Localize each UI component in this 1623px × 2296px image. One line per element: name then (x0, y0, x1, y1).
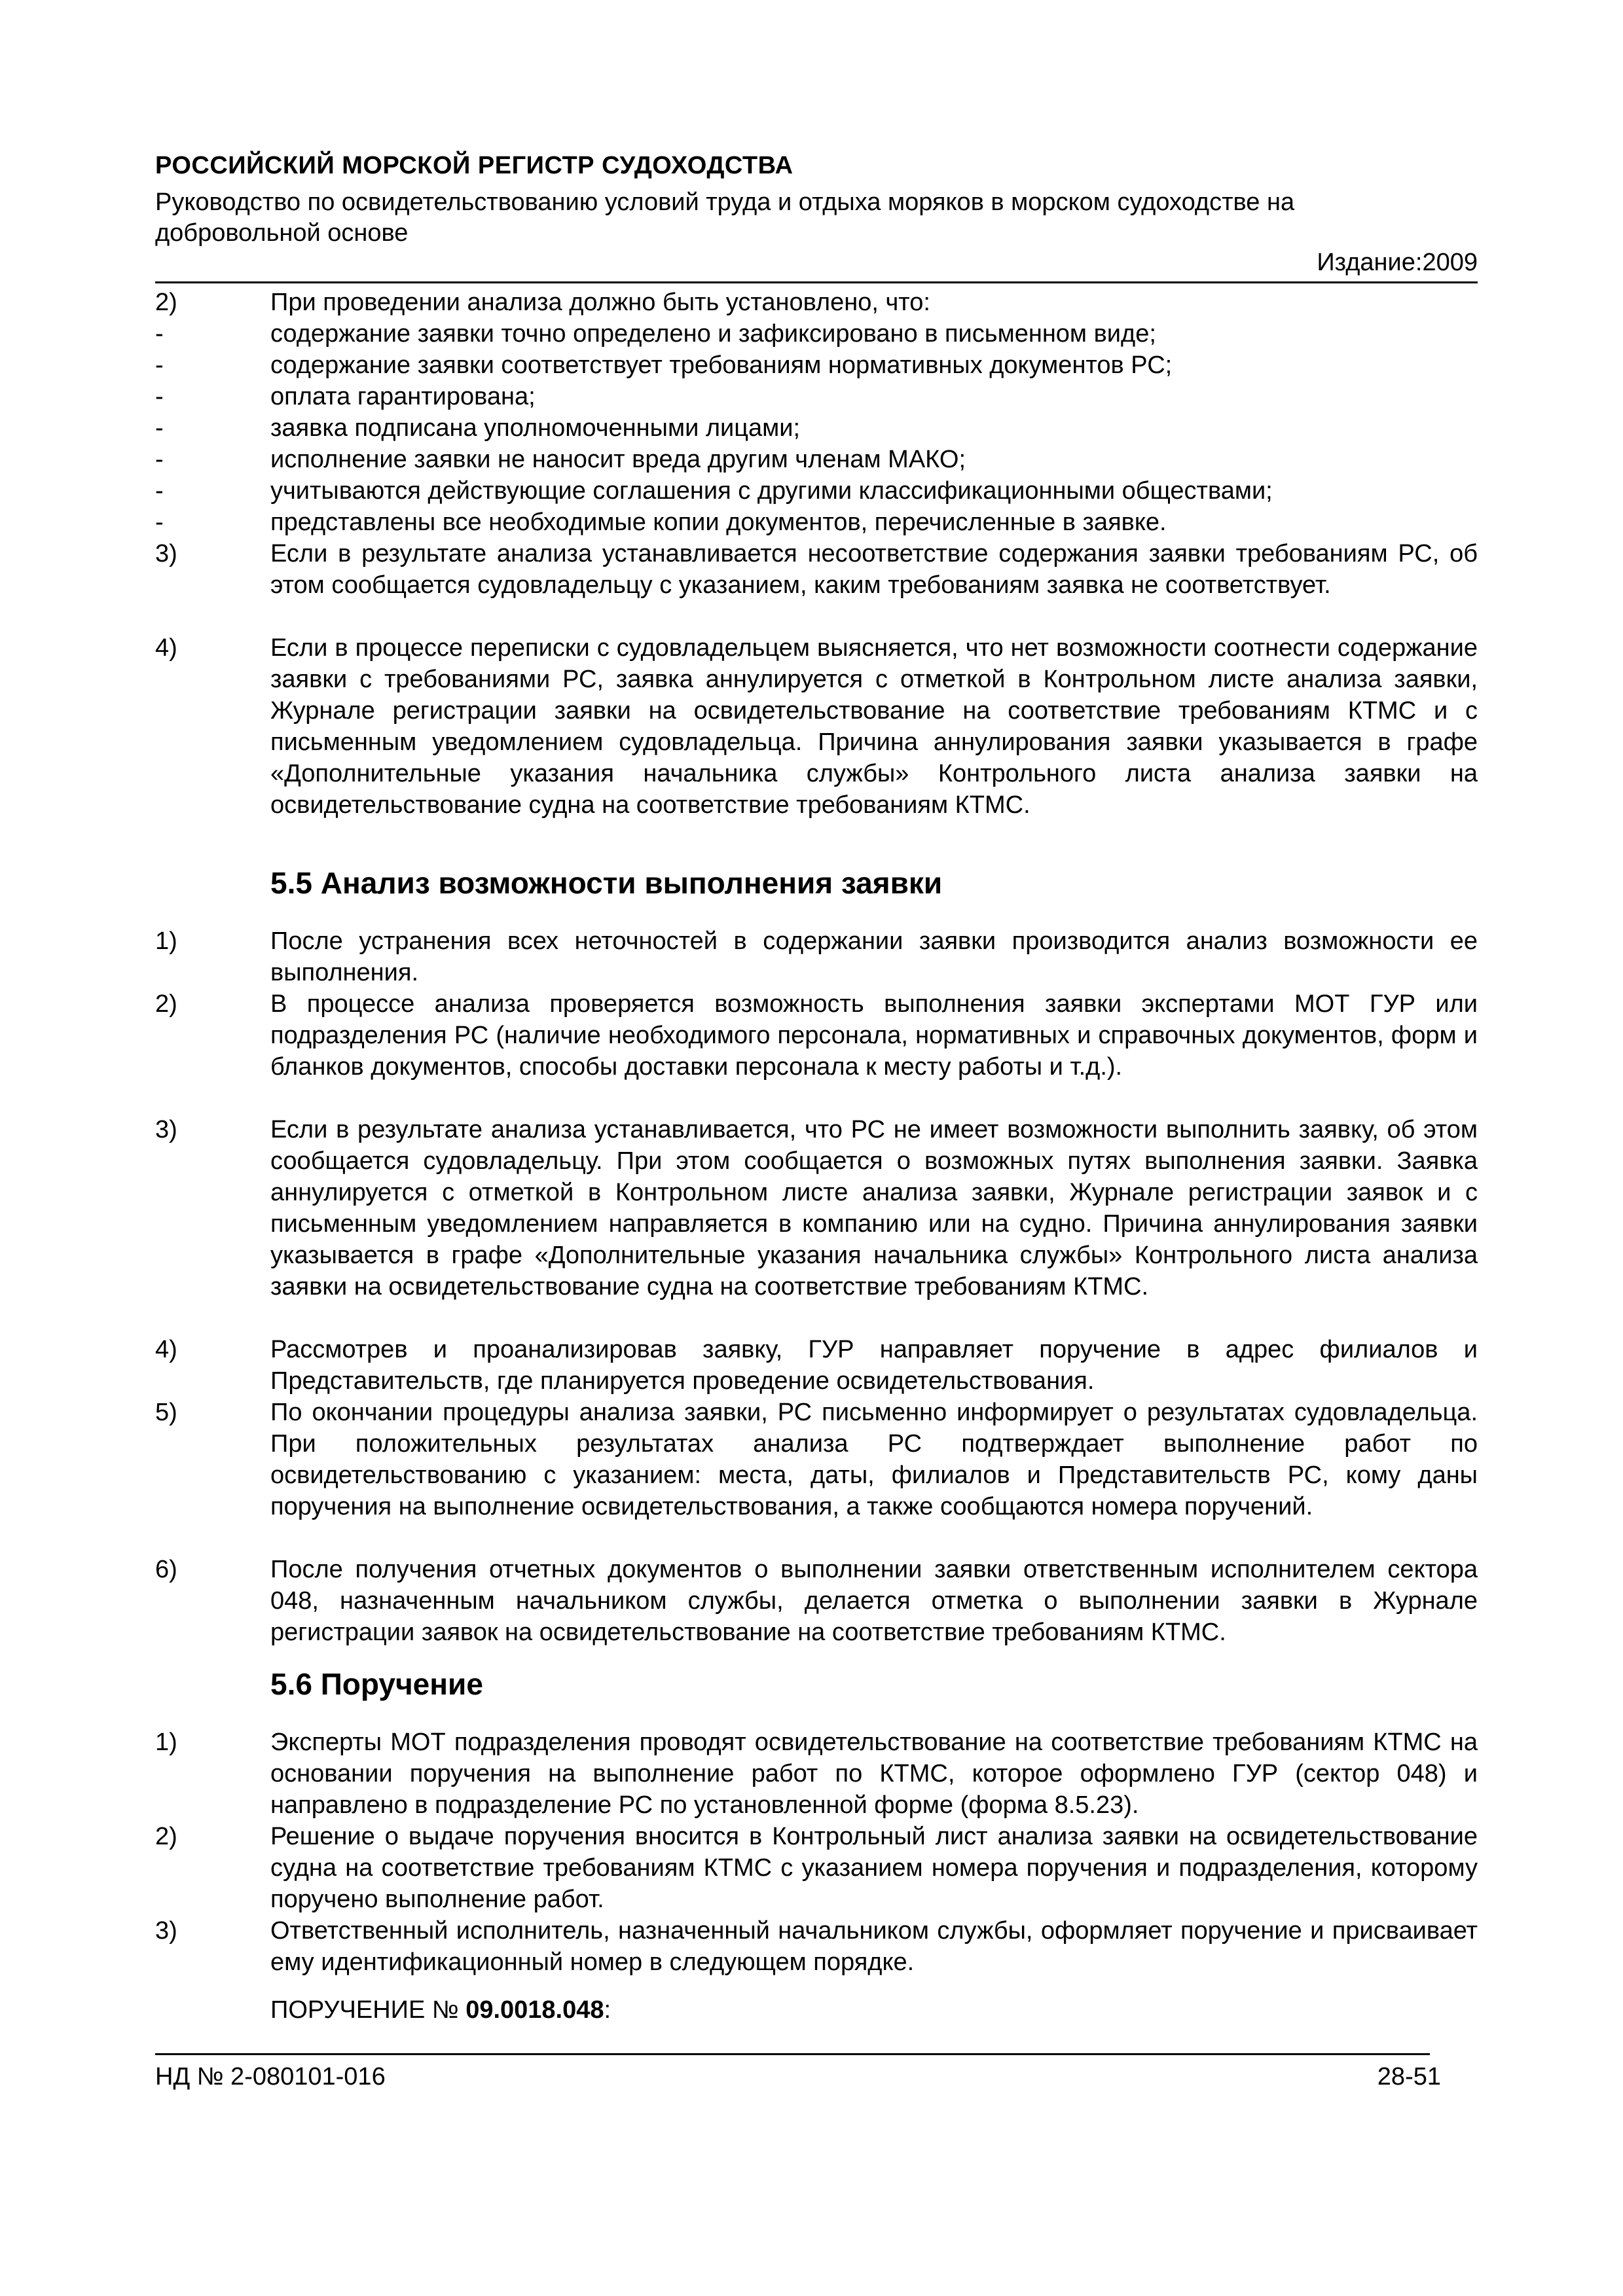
footer-divider (155, 2053, 1430, 2055)
header-organization: РОССИЙСКИЙ МОРСКОЙ РЕГИСТР СУДОХОДСТВА (155, 152, 793, 179)
header-divider (155, 281, 1478, 283)
item-text: заявка подписана уполномоченными лицами; (270, 414, 801, 442)
item-text: Рассмотрев и проанализировав заявку, ГУР направляет поручение в адрес филиалов и Представительств, где планируется проведение освидетельствования. (270, 1336, 1478, 1395)
item-text: Решение о выдаче поручения вносится в Контрольный лист анализа заявки на освидетельствование судна на соответствие требованиям КТМС с указанием номера поручения и подразделения, которому поручено выполнение работ. (270, 1823, 1478, 1913)
item-bullet: - (155, 351, 164, 379)
item-text: Если в результате анализа устанавливается, что РС не имеет возможности выполнить заявку, об этом сообщается судовладельцу. При этом сообщается о возможных путях выполнения заявки. Заявка аннулируется с отметкой в Контрольном листе анализа заявки, Журнале регистрации заявок и с письменным уведомлением направляется в компанию или на судно. Причина аннулирования заявки указывается в графе «Дополнительные указания начальника службы» Контрольного листа анализа заявки на освидетельствование судна на соответствие требованиям КТМС. (270, 1116, 1478, 1300)
item-number: 3) (155, 540, 177, 567)
item-text: Ответственный исполнитель, назначенный начальником службы, оформляет поручение и присваивает ему идентификационный номер в следующем порядке. (270, 1917, 1478, 1976)
item-text: учитываются действующие соглашения с другими классификационными обществами; (270, 477, 1273, 505)
item-number: 2) (155, 990, 177, 1018)
item-text: При проведении анализа должно быть установлено, что: (270, 289, 930, 316)
footer-doc-number: НД № 2-080101-016 (155, 2063, 386, 2090)
header-edition: Издание:2009 (1317, 249, 1478, 276)
order-number: 09.0018.048 (465, 1996, 604, 2024)
item-bullet: - (155, 320, 164, 348)
item-bullet: - (155, 509, 164, 536)
section-title-5-5: 5.5 Анализ возможности выполнения заявки (270, 866, 943, 900)
section-title-5-6: 5.6 Поручение (270, 1667, 483, 1701)
item-text: содержание заявки соответствует требованиям нормативных документов РС; (270, 351, 1173, 379)
item-text: В процессе анализа проверяется возможность выполнения заявки экспертами МОТ ГУР или подразделения РС (наличие необходимого персонала, нормативных и справочных документов, форм и бланков документов, способы доставки персонала к месту работы и т.д.). (270, 990, 1478, 1081)
item-number: 2) (155, 289, 177, 316)
item-bullet: - (155, 446, 164, 473)
item-number: 3) (155, 1917, 177, 1945)
header-document-title: Руководство по освидетельствованию условий труда и отдыха моряков в морском судоходстве на добровольной основе (155, 188, 1295, 247)
item-text: Если в процессе переписки с судовладельцем выясняется, что нет возможности соотнести содержание заявки с требованиями РС, заявка аннулируется с отметкой в Контрольном листе анализа заявки, Журнале регистрации заявки на освидетельствование на соответствие требованиям КТМС и с письменным уведомлением судовладельца. Причина аннулирования заявки указывается в графе «Дополнительные указания начальника службы» Контрольного листа анализа заявки на освидетельствование судна на соответствие требованиям КТМС. (270, 634, 1478, 819)
item-text: представлены все необходимые копии документов, перечисленные в заявке. (270, 509, 1167, 536)
item-text: исполнение заявки не наносит вреда другим членам МАКО; (270, 446, 966, 473)
item-text: Если в результате анализа устанавливается несоответствие содержания заявки требованиям РС, об этом сообщается судовладельцу с указанием, каким требованиям заявка не соответствует. (270, 540, 1478, 599)
item-number: 3) (155, 1116, 177, 1143)
item-text: содержание заявки точно определено и зафиксировано в письменном виде; (270, 320, 1156, 348)
order-suffix: : (604, 1996, 611, 2024)
order-number-line (270, 1996, 611, 2024)
item-text: После устранения всех неточностей в содержании заявки производится анализ возможности ее выполнения. (270, 927, 1478, 986)
item-text: По окончании процедуры анализа заявки, РС письменно информирует о результатах судовладельца. При положительных результатах анализа РС подтверждает выполнение работ по освидетельствованию с указанием: места, даты, филиалов и Представительств РС, кому даны поручения на выполнение освидетельствования, а также сообщаются номера поручений. (270, 1399, 1478, 1520)
item-text: После получения отчетных документов о выполнении заявки ответственным исполнителем сектора 048, назначенным начальником службы, делается отметка о выполнении заявки в Журнале регистрации заявок на освидетельствование на соответствие требованиям КТМС. (270, 1556, 1478, 1646)
item-number: 2) (155, 1823, 177, 1850)
item-text: оплата гарантирована; (270, 383, 536, 410)
item-bullet: - (155, 477, 164, 505)
item-number: 5) (155, 1399, 177, 1426)
item-bullet: - (155, 414, 164, 442)
item-bullet: - (155, 383, 164, 410)
item-number: 1) (155, 1729, 177, 1756)
item-number: 4) (155, 634, 177, 662)
item-number: 4) (155, 1336, 177, 1363)
item-number: 1) (155, 927, 177, 955)
item-text: Эксперты МОТ подразделения проводят освидетельствование на соответствие требованиям КТМС на основании поручения на выполнение работ по КТМС, которое оформлено ГУР (сектор 048) и направлено в подразделение РС по установленной форме (форма 8.5.23). (270, 1729, 1478, 1819)
item-number: 6) (155, 1556, 177, 1583)
order-prefix: ПОРУЧЕНИЕ № (270, 1996, 466, 2024)
footer-page-number: 28-51 (1377, 2063, 1441, 2090)
